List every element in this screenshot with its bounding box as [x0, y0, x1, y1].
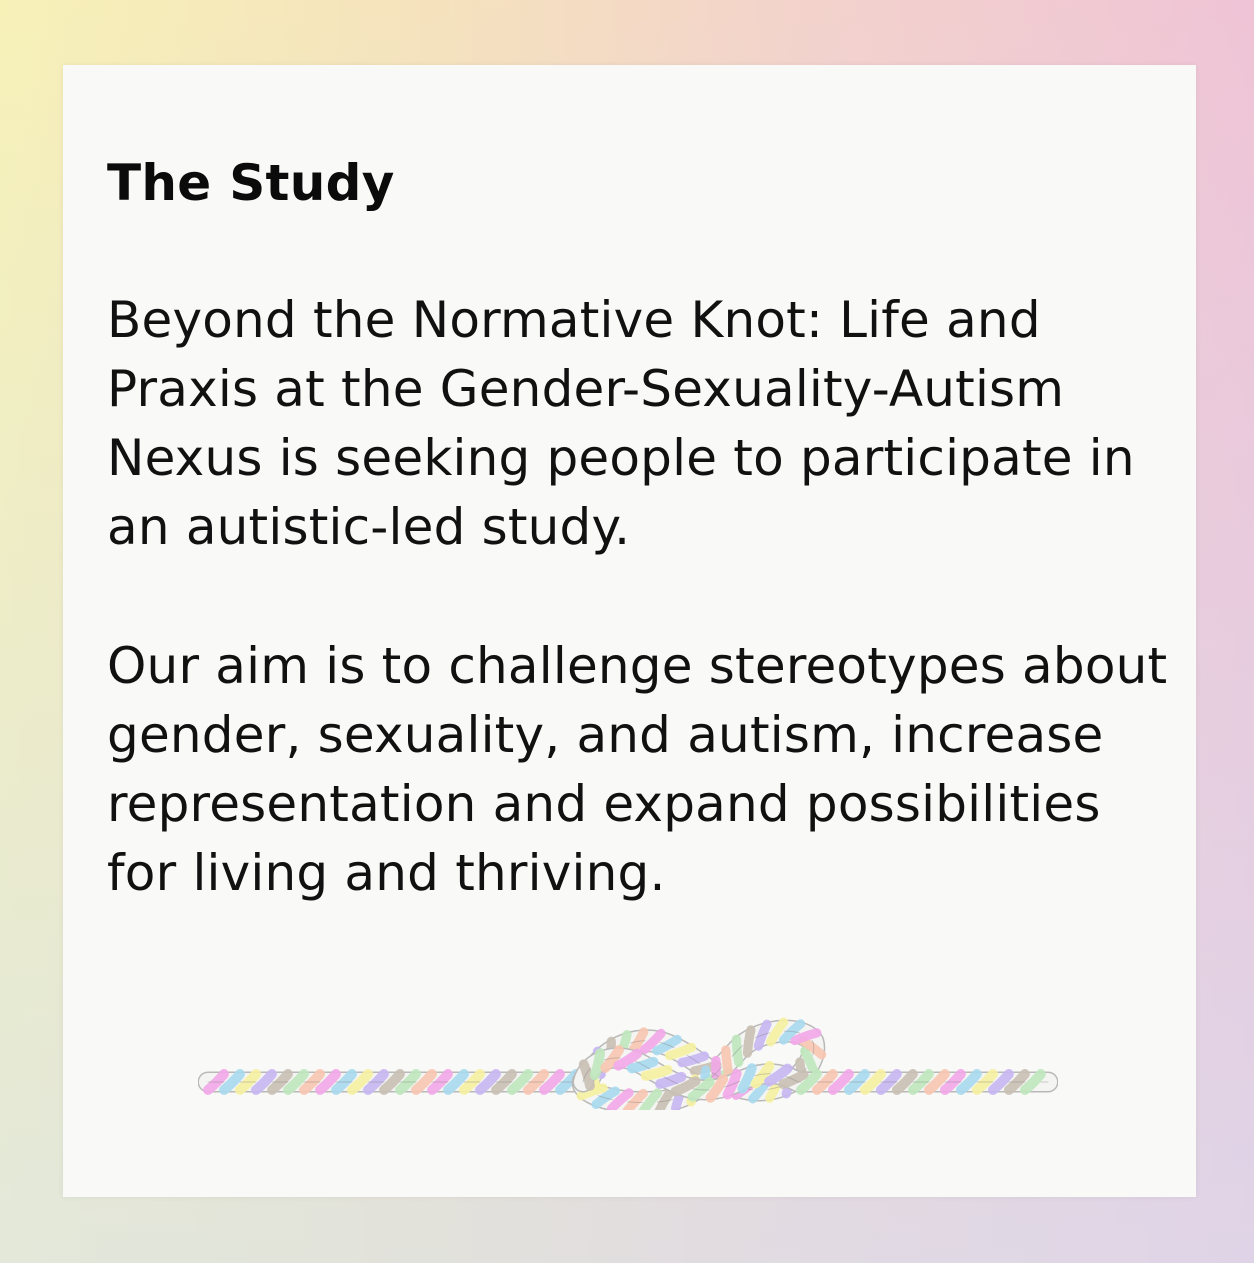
paragraph-line: Nexus is seeking people to participate in [107, 429, 1135, 487]
paragraph-line: Praxis at the Gender-Sexuality-Autism [107, 360, 1065, 418]
paragraph-line: an autistic-led study. [107, 498, 631, 556]
paragraph-line: representation and expand possibilities [107, 775, 1101, 833]
study-description-paragraph [107, 286, 1187, 562]
paragraph-line: Our aim is to challenge stereotypes about [107, 637, 1168, 695]
knotted-rope-icon [198, 990, 1058, 1110]
paragraph-line: Beyond the Normative Knot: Life and [107, 291, 1041, 349]
card-title: The Study [107, 154, 395, 212]
study-aim-paragraph [107, 632, 1187, 908]
paragraph-line: for living and thriving. [107, 844, 666, 902]
paragraph-line: gender, sexuality, and autism, increase [107, 706, 1104, 764]
info-card [63, 65, 1196, 1197]
